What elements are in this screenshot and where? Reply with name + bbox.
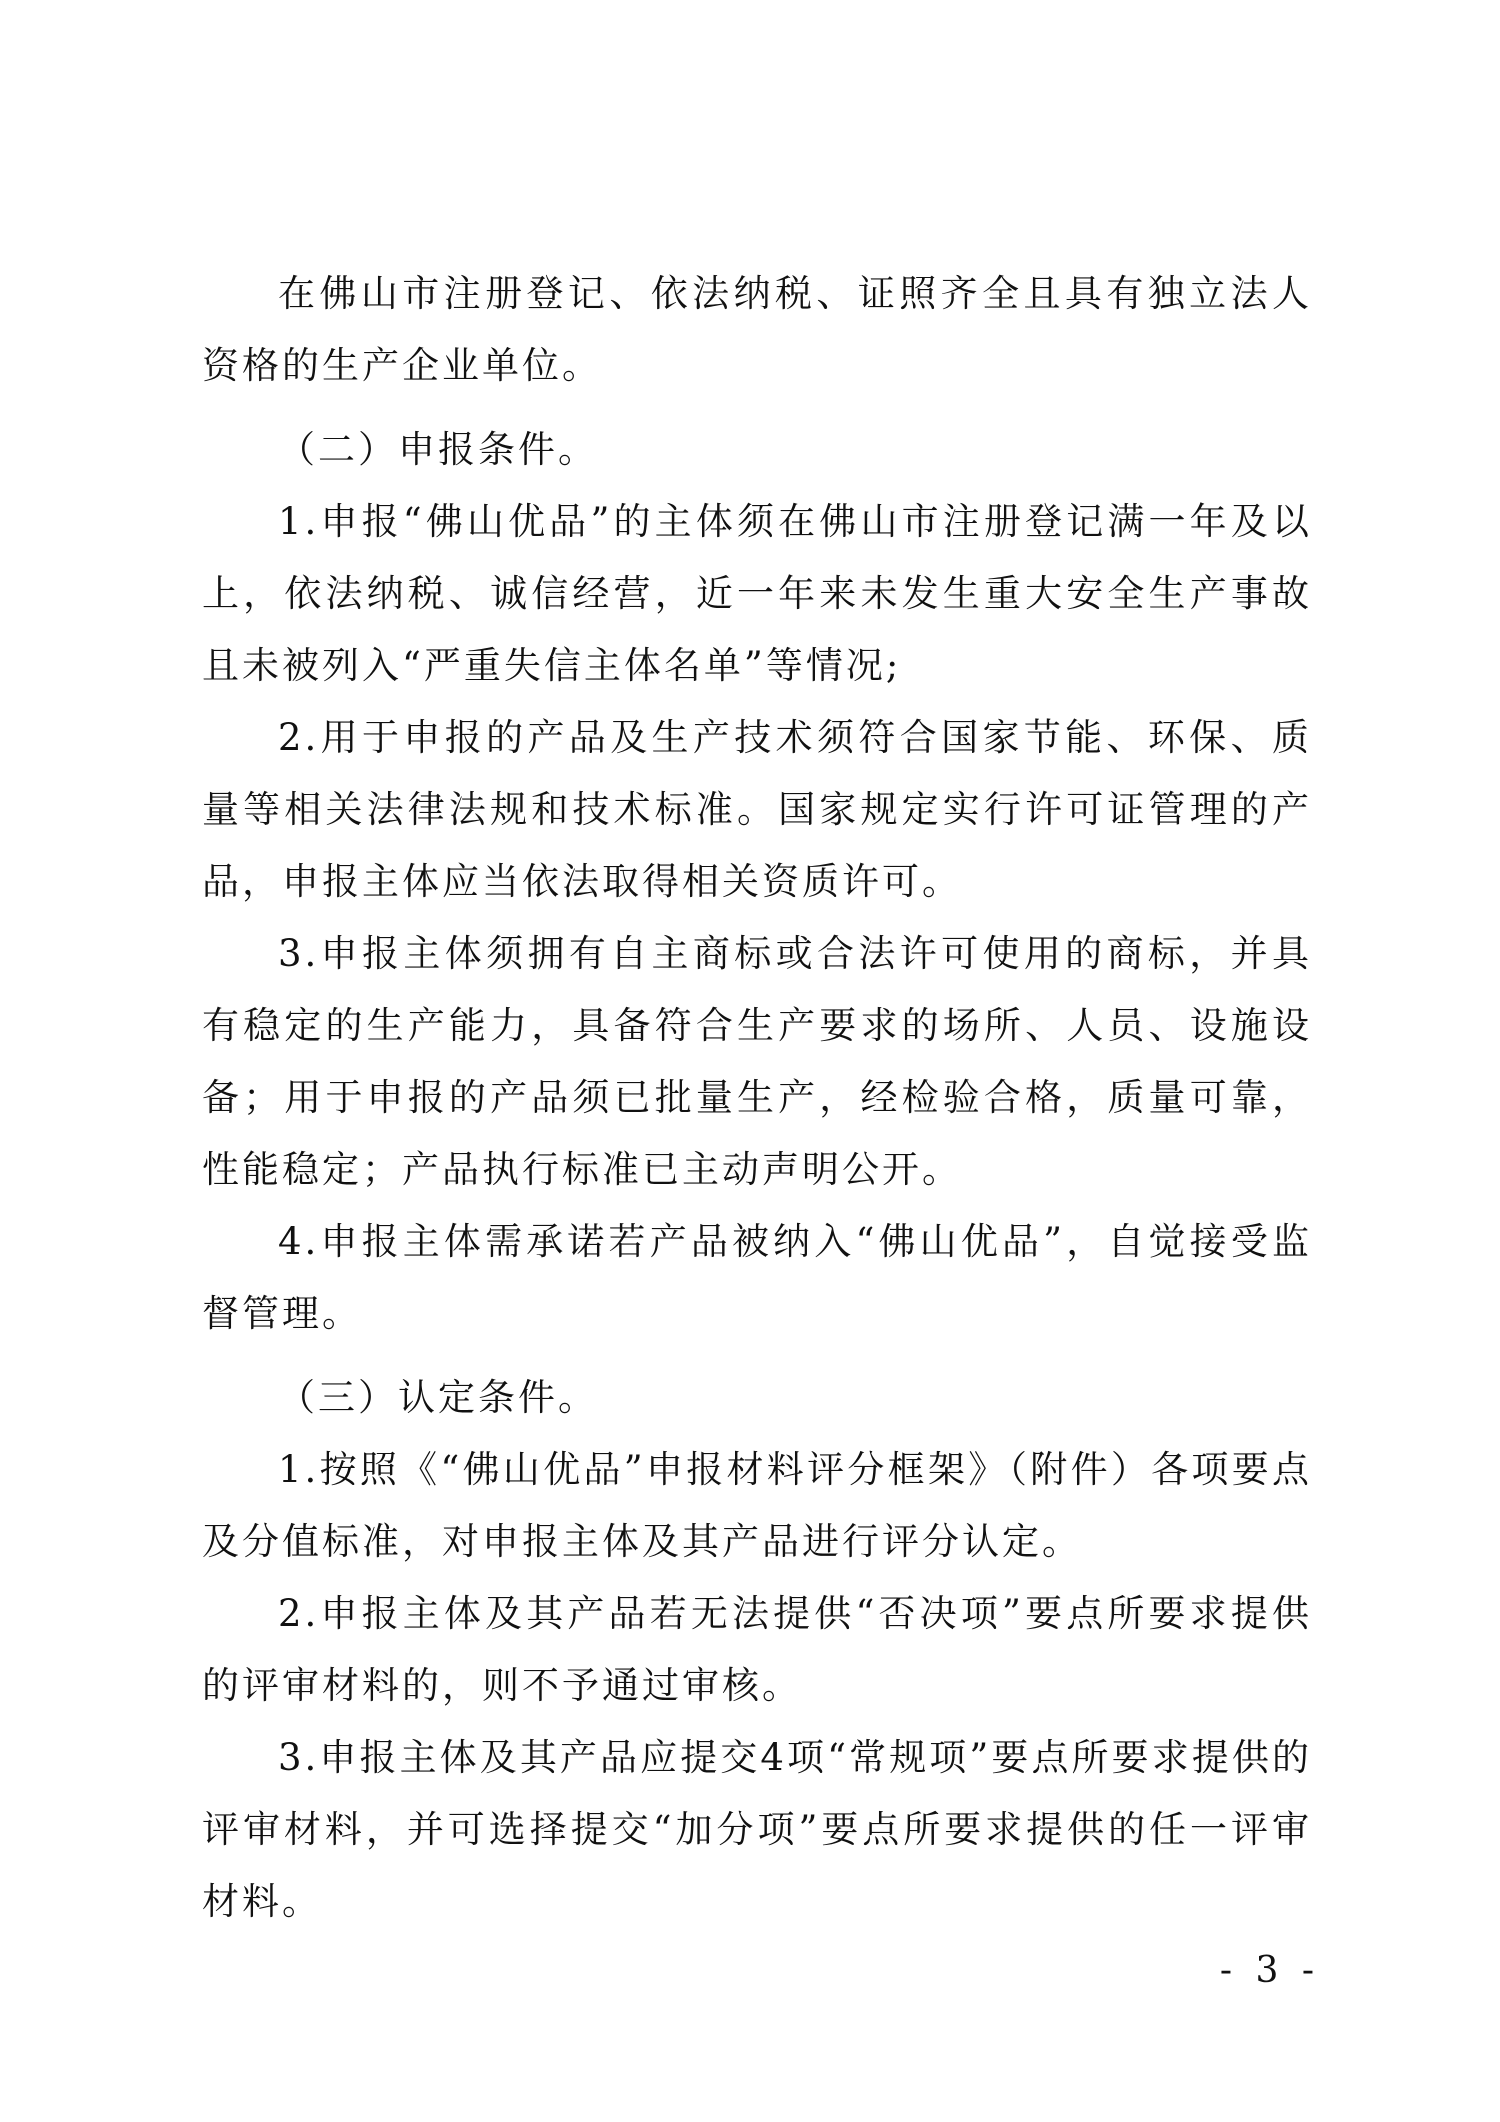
- paragraph-condition-1: 1.申报“佛山优品”的主体须在佛山市注册登记满一年及以上，依法纳税、诚信经营，近一年来未发生重大安全生产事故且未被列入“严重失信主体名单”等情况;: [202, 500, 1312, 687]
- paragraph-eligible-entity: 在佛山市注册登记、依法纳税、证照齐全且具有独立法人资格的生产企业单位。: [202, 272, 1312, 387]
- section-heading-certification-conditions: （三）认定条件。: [278, 1376, 598, 1419]
- paragraph-condition-4: 4.申报主体需承诺若产品被纳入“佛山优品”，自觉接受监督管理。: [202, 1220, 1312, 1335]
- section-heading-application-conditions: （二）申报条件。: [278, 428, 598, 471]
- paragraph-condition-3: 3.申报主体须拥有自主商标或合法许可使用的商标，并具有稳定的生产能力，具备符合生产要求的场所、人员、设施设备；用于申报的产品须已批量生产，经检验合格，质量可靠，性能稳定；产品执行标准已主动声明公开。: [202, 932, 1312, 1191]
- paragraph-certification-1: 1.按照《“佛山优品”申报材料评分框架》（附件）各项要点及分值标准，对申报主体及其产品进行评分认定。: [202, 1448, 1312, 1563]
- page-number: - 3 -: [1219, 1950, 1320, 1991]
- paragraph-certification-2: 2.申报主体及其产品若无法提供“否决项”要点所要求提供的评审材料的，则不予通过审核。: [202, 1592, 1312, 1707]
- paragraph-certification-3: 3.申报主体及其产品应提交4项“常规项”要点所要求提供的评审材料，并可选择提交“加分项”要点所要求提供的任一评审材料。: [202, 1736, 1312, 1923]
- document-body: [202, 258, 1312, 1938]
- paragraph-condition-2: 2.用于申报的产品及生产技术须符合国家节能、环保、质量等相关法律法规和技术标准。国家规定实行许可证管理的产品，申报主体应当依法取得相关资质许可。: [202, 716, 1312, 903]
